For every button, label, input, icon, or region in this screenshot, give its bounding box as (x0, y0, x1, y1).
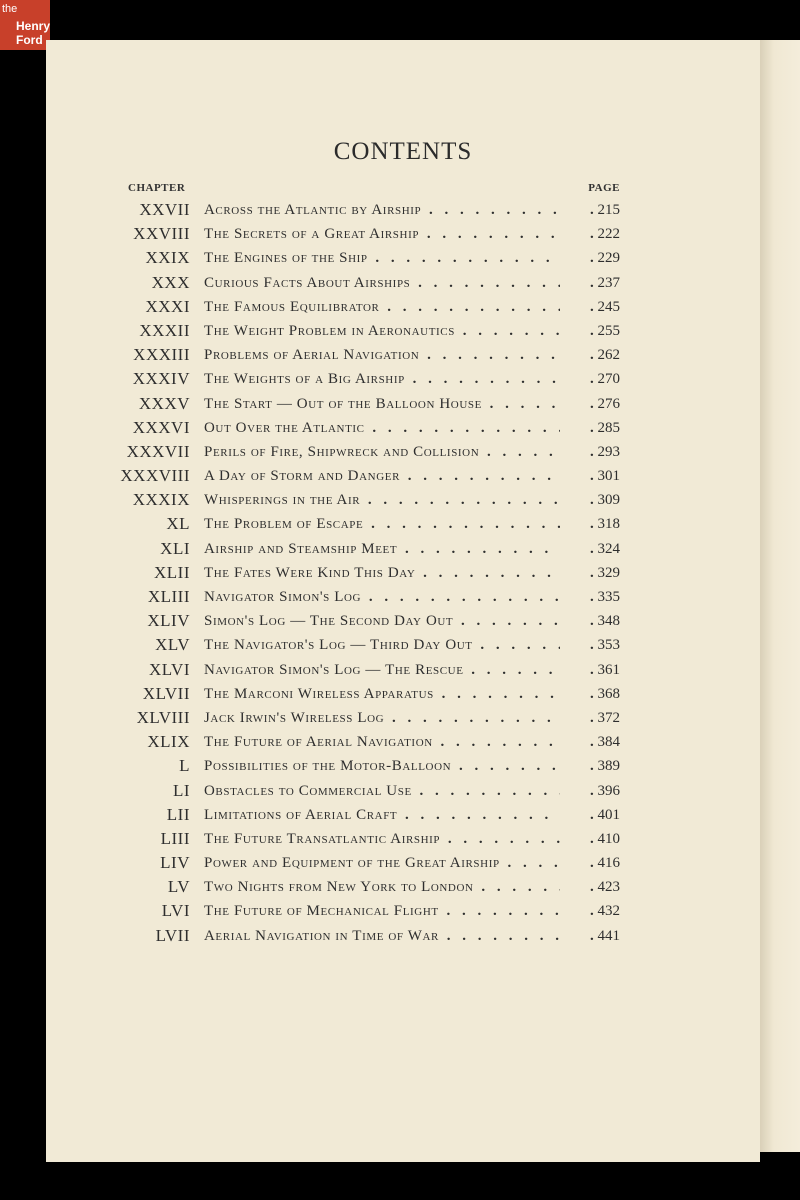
chapter-title: The Fates Were Kind This Day . . . (204, 561, 560, 585)
chapter-number: XXVIII (133, 224, 190, 244)
chapter-number: XXX (151, 272, 190, 292)
contents-entry (46, 537, 760, 561)
page-number: . 237 (586, 271, 620, 295)
chapter-title: The Future of Mechanical Flight . . . (204, 899, 560, 923)
contents-entry (46, 464, 760, 488)
logo-text-the: the (2, 3, 18, 15)
page-number: . 270 (586, 367, 620, 391)
chapter-number: XXVII (139, 200, 190, 219)
contents-entry (46, 271, 760, 295)
chapter-number: XLIV (147, 611, 190, 631)
page-number: . 309 (586, 488, 620, 512)
chapter-title: The Problem of Escape . . . (204, 512, 560, 536)
page-number: . 396 (586, 779, 620, 803)
contents-entry (46, 779, 760, 803)
chapter-number: LV (167, 877, 190, 897)
henry-ford-logo (0, 0, 50, 50)
page-number: . 276 (586, 392, 620, 416)
book-page (46, 40, 760, 1162)
chapter-title: Possibilities of the Motor-Balloon . . . (204, 754, 560, 778)
contents-entry (46, 658, 760, 682)
contents-entry (46, 319, 760, 343)
chapter-title: The Navigator's Log — Third Day Out . . . (204, 633, 560, 657)
chapter-number: LII (166, 804, 190, 824)
chapter-title: Navigator Simon's Log — The Rescue . . . (204, 658, 560, 682)
chapter-title: Obstacles to Commercial Use . . . (204, 779, 560, 803)
contents-list (46, 198, 760, 948)
page-title: CONTENTS (333, 138, 473, 165)
contents-entry (46, 367, 760, 391)
page-number: . 229 (586, 246, 620, 270)
chapter-column-header: CHAPTER (128, 182, 186, 194)
page-number: . 293 (586, 440, 620, 464)
contents-entry (46, 609, 760, 633)
chapter-title: Airship and Steamship Meet . . . (204, 537, 560, 561)
chapter-number: XL (166, 514, 190, 534)
chapter-number: XLI (160, 538, 190, 558)
page-number: . 368 (586, 682, 620, 706)
page-number: . 301 (586, 464, 620, 488)
contents-entry (46, 682, 760, 706)
page-number: . 329 (586, 561, 620, 585)
chapter-title: The Weight Problem in Aeronautics . . . (204, 319, 560, 343)
chapter-title: Limitations of Aerial Craft . . . (204, 803, 560, 827)
chapter-number: XXXVI (132, 417, 190, 437)
chapter-title: The Future Transatlantic Airship . . . (204, 827, 560, 851)
page-number: . 389 (586, 754, 620, 778)
chapter-number: LI (172, 780, 190, 800)
page-number: . 384 (586, 730, 620, 754)
contents-entry (46, 198, 760, 222)
page-number: . 262 (586, 343, 620, 367)
contents-entry (46, 827, 760, 851)
page-number: . 285 (586, 416, 620, 440)
page-number: . 416 (586, 851, 620, 875)
chapter-title: The Weights of a Big Airship . . . (204, 367, 560, 391)
page-number: . 361 (586, 658, 620, 682)
chapter-number: XXXII (139, 320, 190, 340)
chapter-number: XXXV (138, 393, 190, 413)
chapter-number: XLII (154, 562, 190, 582)
chapter-title: Whisperings in the Air . . . (204, 488, 560, 512)
chapter-title: The Secrets of a Great Airship . . . (204, 222, 560, 246)
contents-entry (46, 416, 760, 440)
chapter-number: XXXIII (133, 345, 190, 365)
logo-text-ford: Ford (16, 33, 43, 47)
page-number: . 441 (586, 924, 620, 948)
contents-entry (46, 754, 760, 778)
contents-entry (46, 730, 760, 754)
page-number: . 353 (586, 633, 620, 657)
chapter-number: XXXVIII (120, 466, 190, 486)
page-number: . 348 (586, 609, 620, 633)
chapter-number: XLIX (147, 732, 190, 752)
chapter-title: A Day of Storm and Danger . . . (204, 464, 560, 488)
chapter-number: XXXVII (126, 441, 190, 461)
contents-entry (46, 875, 760, 899)
page-number: . 401 (586, 803, 620, 827)
chapter-number: LVII (155, 925, 190, 945)
next-page-edge (760, 40, 800, 1152)
chapter-title: The Engines of the Ship . . . (204, 246, 560, 270)
chapter-title: Two Nights from New York to London . . . (204, 875, 560, 899)
contents-entry (46, 392, 760, 416)
chapter-title: The Start — Out of the Balloon House . . . (204, 392, 560, 416)
chapter-title: Aerial Navigation in Time of War . . . (204, 924, 560, 948)
contents-entry (46, 585, 760, 609)
contents-entry (46, 803, 760, 827)
chapter-title: Curious Facts About Airships . . . (204, 271, 560, 295)
chapter-number: XLVIII (136, 707, 190, 727)
page-number: . 222 (586, 222, 620, 246)
page-column-header: PAGE (588, 182, 620, 194)
chapter-title: Perils of Fire, Shipwreck and Collision . . . (204, 440, 560, 464)
contents-entry (46, 561, 760, 585)
page-number: . 372 (586, 706, 620, 730)
chapter-title: Across the Atlantic by Airship . . . (204, 198, 560, 222)
page-number: . 255 (586, 319, 620, 343)
contents-entry (46, 512, 760, 536)
contents-entry (46, 899, 760, 923)
chapter-number: LIII (160, 828, 190, 848)
contents-entry (46, 924, 760, 948)
contents-entry (46, 246, 760, 270)
contents-entry (46, 633, 760, 657)
page-number: . 324 (586, 537, 620, 561)
chapter-title: The Famous Equilibrator . . . (204, 295, 560, 319)
chapter-number: L (179, 756, 190, 776)
chapter-number: LVI (161, 901, 190, 921)
page-number: . 410 (586, 827, 620, 851)
chapter-number: XXIX (145, 248, 190, 268)
chapter-number: XXXI (145, 296, 190, 316)
chapter-title: Navigator Simon's Log . . . (204, 585, 560, 609)
chapter-number: XXXIV (132, 369, 190, 389)
chapter-title: Problems of Aerial Navigation . . . (204, 343, 560, 367)
chapter-title: The Future of Aerial Navigation . . . (204, 730, 560, 754)
contents-entry (46, 851, 760, 875)
page-number: . 318 (586, 512, 620, 536)
chapter-number: XLVI (148, 659, 190, 679)
contents-entry (46, 706, 760, 730)
chapter-number: XXXIX (132, 490, 190, 510)
page-number: . 335 (586, 585, 620, 609)
page-number: . 245 (586, 295, 620, 319)
contents-entry (46, 440, 760, 464)
contents-entry (46, 222, 760, 246)
chapter-title: Power and Equipment of the Great Airship . . . (204, 851, 560, 875)
chapter-number: XLV (155, 635, 190, 655)
chapter-number: LIV (160, 853, 190, 873)
contents-entry (46, 343, 760, 367)
chapter-number: XLVII (142, 683, 190, 703)
chapter-title: Out Over the Atlantic . . . (204, 416, 560, 440)
chapter-title: Jack Irwin's Wireless Log . . . (204, 706, 560, 730)
page-number: . 432 (586, 899, 620, 923)
chapter-number: XLIII (147, 587, 190, 606)
chapter-title: Simon's Log — The Second Day Out . . . (204, 609, 560, 633)
page-number: . 215 (586, 198, 620, 222)
logo-text-henry: Henry (16, 19, 51, 33)
chapter-title: The Marconi Wireless Apparatus . . . (204, 682, 560, 706)
contents-entry (46, 295, 760, 319)
contents-entry (46, 488, 760, 512)
page-number: . 423 (586, 875, 620, 899)
